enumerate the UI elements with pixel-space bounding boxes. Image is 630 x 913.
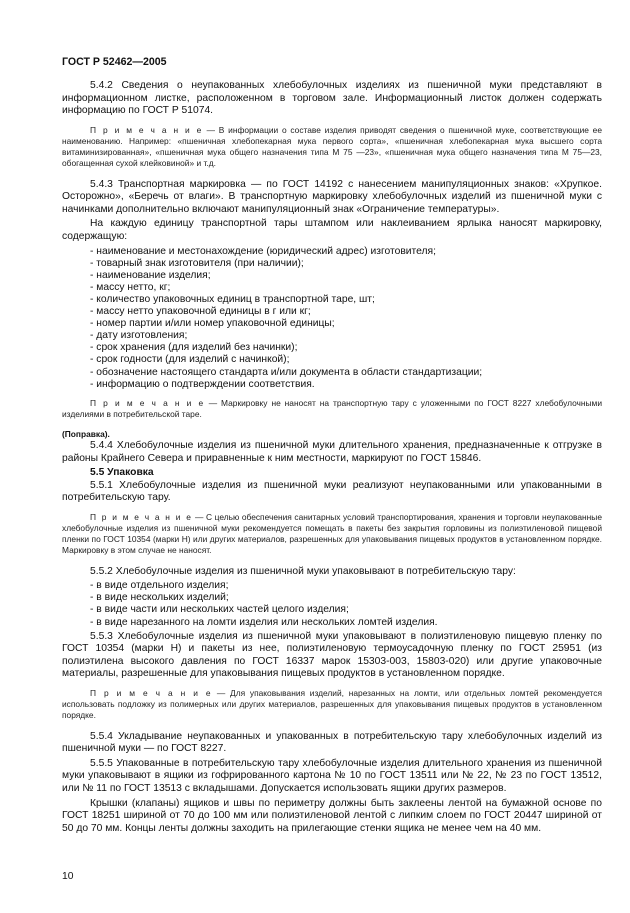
page-number: 10 — [62, 871, 74, 882]
list-item: - наименование изделия; — [90, 269, 211, 281]
note-text: — Маркировку не наносят на транспортную тару с уложенными по ГОСТ 8227 хлебобулочными изделиями в потребительской таре. — [62, 397, 602, 419]
note-label: П р и м е ч а н и е — [90, 511, 193, 522]
note-text: — С целью обеспечения санитарных условий транспортирования, хранения и торговли неупакованные хлебобулочные изделия из пшеничной муки рекомендуется помещать в пакеты без закрытия горловины из полиэтиленовой пищевой пленки по ГОСТ 10354 (марки Н) или других материалов, разрешенных для упаковывания пищевых продуктов в установленном порядке. Маркировку в этом случае не наносят. — [62, 511, 602, 556]
section-heading-5-5: 5.5 Упаковка — [90, 467, 154, 479]
note-label: П р и м е ч а н и е — [90, 124, 203, 135]
list-item: - наименование и местонахождение (юридический адрес) изготовителя; — [90, 245, 436, 257]
list-item: - в виде отдельного изделия; — [90, 580, 229, 592]
paragraph-5-5-4: 5.5.4 Укладывание неупакованных и упакованных в потребительскую тару хлебобулочных изделий из пшеничной муки — по ГОСТ 8227. — [62, 730, 602, 755]
list-item: - количество упаковочных единиц в транспортной таре, шт; — [90, 293, 375, 305]
note-1 — [62, 125, 602, 170]
paragraph-5-5-3: 5.5.3 Хлебобулочные изделия из пшеничной муки упаковывают в полиэтиленовую пищевую пленку по ГОСТ 10354 (марки Н) и пакеты из нее, полиэтиленовую термоусадочную пленку по ГОСТ 25951 (из полиэтилена высокого давления по ГОСТ 16337 марок 15303-003, 15803-020) или другие упаковочные материалы, разрешенные для упаковывания пищевых продуктов в установленном порядке. — [62, 630, 602, 680]
list-item: - срок хранения (для изделий без начинки); — [90, 342, 298, 354]
paragraph-5-5-1: 5.5.1 Хлебобулочные изделия из пшеничной муки реализуют неупакованными или упакованными в потребительскую тару. — [62, 479, 602, 504]
note-2 — [62, 398, 602, 420]
list-item: - обозначение настоящего стандарта и/или документа в области стандартизации; — [90, 366, 483, 378]
document-header: ГОСТ Р 52462—2005 — [62, 56, 167, 68]
packaging-list — [62, 580, 602, 628]
list-item: - дату изготовления; — [90, 330, 188, 342]
note-3 — [62, 512, 602, 557]
list-item: - номер партии и/или номер упаковочной единицы; — [90, 318, 335, 330]
paragraph-5-5-2: 5.5.2 Хлебобулочные изделия из пшеничной муки упаковывают в потребительскую тару: — [90, 565, 516, 577]
list-item: - массу нетто, кг; — [90, 281, 171, 293]
paragraph-5-4-2: 5.4.2 Сведения о неупакованных хлебобулочных изделиях из пшеничной муки представляют в информационном листке, расположенном в торговом зале. Информационный листок должен содержать информацию по ГОСТ Р 51074. — [62, 80, 602, 117]
list-item: - в виде части или нескольких частей целого изделия; — [90, 604, 349, 616]
list-item: - в виде нарезанного на ломти изделия или нескольких ломтей изделия. — [90, 616, 438, 628]
list-item: - массу нетто упаковочной единицы в г или кг; — [90, 306, 311, 318]
paragraph-5-4-3-marking: На каждую единицу транспортной тары штампом или наклеиванием ярлыка наносят маркировку, содержащую: — [62, 218, 602, 242]
paragraph-5-4-4: 5.4.4 Хлебобулочные изделия из пшеничной муки длительного хранения, предназначенные к отгрузке в районы Крайнего Севера и приравненные к ним местности, маркируют по ГОСТ 15846. — [62, 440, 602, 464]
note-label: П р и м е ч а н и е — [90, 397, 205, 408]
note-4 — [62, 688, 602, 722]
list-item: - в виде нескольких изделий; — [90, 592, 229, 604]
note-text: — В информации о составе изделия приводят сведения о пшеничной муке, соответствующие ее наименованию. Например: «пшеничная хлебопекарная мука первого сорта», «пшеничная хлебопекарная мука высшего сорта витаминизированная», «пшеничная мука общего назначения типа М 75 —23», «пшеничная мука общего назначения типа М 75—23, обогащенная сухой клейковиной» и т.д. — [62, 124, 602, 169]
note-text: — Для упаковывания изделий, нарезанных на ломти, или отдельных ломтей рекомендуется использовать подложку из полимерных или других материалов, разрешенных для упаковывания пищевых продуктов в установленном порядке. — [62, 688, 602, 721]
amendment-mark: (Поправка). — [62, 429, 110, 440]
paragraph-5-4-3: 5.4.3 Транспортная маркировка — по ГОСТ 14192 с нанесением манипуляционных знаков: «Хрупкое. Осторожно», «Беречь от влаги». В транспортную маркировку хлебобулочных изделий из пшеничной муки с начинками дополнительно включают манипуляционный знак «Ограничение температуры». — [62, 178, 602, 215]
marking-list — [62, 246, 602, 391]
list-item: - информацию о подтверждении соответствия. — [90, 378, 315, 390]
note-label: П р и м е ч а н и е — [90, 688, 213, 699]
list-item: - срок годности (для изделий с начинкой); — [90, 354, 290, 366]
document-body — [62, 80, 602, 837]
paragraph-5-5-5-sealing: Крышки (клапаны) ящиков и швы по периметру должны быть заклеены лентой на бумажной основе по ГОСТ 18251 шириной от 70 до 100 мм или полиэтиленовой лентой с липким слоем по ГОСТ 20447 шириной от 50 до 70 мм. Концы ленты должны заходить на прилегающие стенки ящика не менее чем на 40 мм. — [62, 797, 602, 834]
list-item: - товарный знак изготовителя (при наличии); — [90, 257, 304, 269]
paragraph-5-5-5: 5.5.5 Упакованные в потребительскую тару хлебобулочные изделия длительного хранения из пшеничной муки упаковывают в ящики из гофрированного картона № 10 по ГОСТ 13511 или № 22, № 23 по ГОСТ 13512, или № 11 по ГОСТ 13513 с вкладышами. Допускается использовать ящики других размеров. — [62, 757, 602, 795]
